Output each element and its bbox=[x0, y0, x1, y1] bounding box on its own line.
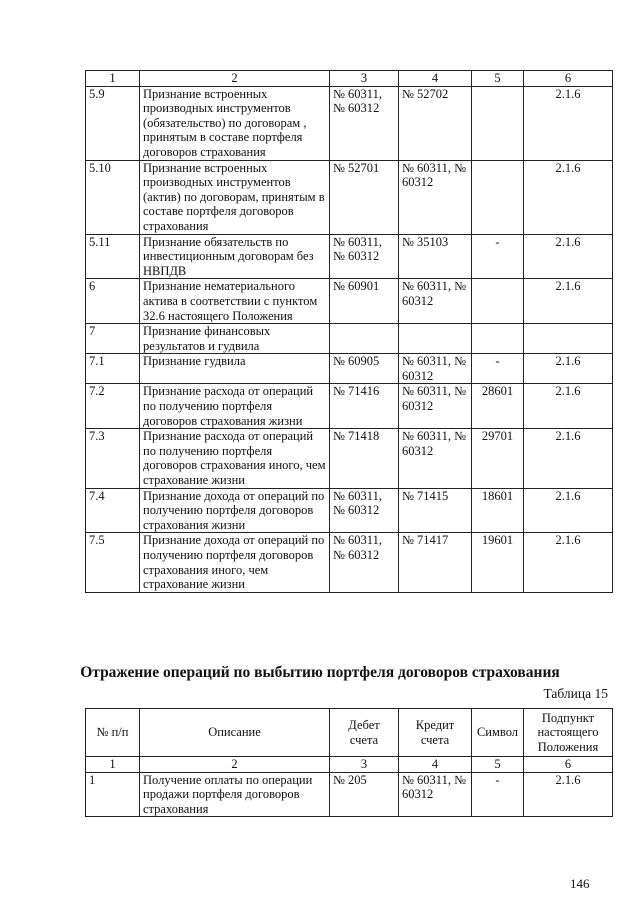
table-row bbox=[86, 279, 613, 324]
credit-cell: № 60311, № 60312 bbox=[399, 772, 472, 817]
description-cell: Признание расхода от операций по получению портфеля договоров страхования жизни bbox=[140, 384, 330, 429]
description-cell: Получение оплаты по операции продажи портфеля договоров страхования bbox=[140, 772, 330, 817]
debit-cell: № 52701 bbox=[330, 160, 399, 234]
table-row bbox=[86, 429, 613, 488]
clause-cell: 2.1.6 bbox=[524, 234, 613, 279]
clause-cell: 2.1.6 bbox=[524, 488, 613, 533]
colnum-cell: 6 bbox=[524, 757, 613, 773]
table-row bbox=[86, 533, 613, 592]
table-row bbox=[86, 160, 613, 234]
column-number-row bbox=[86, 71, 613, 87]
clause-cell: 2.1.6 bbox=[524, 384, 613, 429]
page-number: 146 bbox=[570, 876, 590, 891]
symbol-cell: - bbox=[472, 234, 524, 279]
table-row bbox=[86, 86, 613, 160]
header-number: № п/п bbox=[86, 709, 140, 757]
symbol-cell bbox=[472, 160, 524, 234]
description-cell: Признание финансовых результатов и гудвила bbox=[140, 324, 330, 354]
debit-cell: № 60905 bbox=[330, 354, 399, 384]
symbol-cell: 29701 bbox=[472, 429, 524, 488]
clause-cell: 2.1.6 bbox=[524, 772, 613, 817]
clause-cell: 2.1.6 bbox=[524, 354, 613, 384]
symbol-cell: 19601 bbox=[472, 533, 524, 592]
credit-cell: № 60311, № 60312 bbox=[399, 354, 472, 384]
symbol-cell: - bbox=[472, 772, 524, 817]
description-cell: Признание обязательств по инвестиционным договорам без НВПДВ bbox=[140, 234, 330, 279]
table-row bbox=[86, 488, 613, 533]
table-row bbox=[86, 234, 613, 279]
row-number-cell: 1 bbox=[86, 772, 140, 817]
symbol-cell bbox=[472, 324, 524, 354]
debit-cell: № 60901 bbox=[330, 279, 399, 324]
debit-cell: № 71416 bbox=[330, 384, 399, 429]
row-number-cell: 6 bbox=[86, 279, 140, 324]
table-row bbox=[86, 384, 613, 429]
colnum-cell: 4 bbox=[399, 757, 472, 773]
credit-cell: № 52702 bbox=[399, 86, 472, 160]
debit-cell: № 60311, № 60312 bbox=[330, 533, 399, 592]
row-number-cell: 7 bbox=[86, 324, 140, 354]
column-number-row bbox=[86, 757, 613, 773]
description-cell: Признание дохода от операций по получению портфеля договоров страхования жизни bbox=[140, 488, 330, 533]
header-clause: Подпункт настоящего Положения bbox=[524, 709, 613, 757]
symbol-cell bbox=[472, 86, 524, 160]
row-number-cell: 7.1 bbox=[86, 354, 140, 384]
table-row bbox=[86, 324, 613, 354]
credit-cell: № 60311, № 60312 bbox=[399, 384, 472, 429]
table-row bbox=[86, 354, 613, 384]
accounting-table-continued bbox=[85, 70, 613, 593]
row-number-cell: 7.2 bbox=[86, 384, 140, 429]
section-title: Отражение операций по выбытию портфеля договоров страхования bbox=[80, 664, 560, 681]
header-row bbox=[86, 709, 613, 757]
debit-cell: № 71418 bbox=[330, 429, 399, 488]
credit-cell: № 71417 bbox=[399, 533, 472, 592]
row-number-cell: 7.5 bbox=[86, 533, 140, 592]
description-cell: Признание встроенных производных инструментов (актив) по договорам, принятым в составе портфеля договоров страхования bbox=[140, 160, 330, 234]
row-number-cell: 7.4 bbox=[86, 488, 140, 533]
clause-cell: 2.1.6 bbox=[524, 86, 613, 160]
clause-cell: 2.1.6 bbox=[524, 429, 613, 488]
clause-cell: 2.1.6 bbox=[524, 279, 613, 324]
credit-cell bbox=[399, 324, 472, 354]
debit-cell bbox=[330, 324, 399, 354]
clause-cell: 2.1.6 bbox=[524, 533, 613, 592]
clause-cell bbox=[524, 324, 613, 354]
credit-cell: № 60311, № 60312 bbox=[399, 160, 472, 234]
colnum-cell: 2 bbox=[140, 71, 330, 87]
symbol-cell: 18601 bbox=[472, 488, 524, 533]
header-symbol: Символ bbox=[472, 709, 524, 757]
debit-cell: № 60311, № 60312 bbox=[330, 488, 399, 533]
credit-cell: № 71415 bbox=[399, 488, 472, 533]
colnum-cell: 6 bbox=[524, 71, 613, 87]
clause-cell: 2.1.6 bbox=[524, 160, 613, 234]
colnum-cell: 3 bbox=[330, 757, 399, 773]
credit-cell: № 60311, № 60312 bbox=[399, 429, 472, 488]
row-number-cell: 5.9 bbox=[86, 86, 140, 160]
credit-cell: № 60311, № 60312 bbox=[399, 279, 472, 324]
description-cell: Признание расхода от операций по получению портфеля договоров страхования иного, чем страхование жизни bbox=[140, 429, 330, 488]
colnum-cell: 1 bbox=[86, 71, 140, 87]
colnum-cell: 3 bbox=[330, 71, 399, 87]
credit-cell: № 35103 bbox=[399, 234, 472, 279]
debit-cell: № 60311, № 60312 bbox=[330, 234, 399, 279]
debit-cell: № 60311, № 60312 bbox=[330, 86, 399, 160]
row-number-cell: 5.11 bbox=[86, 234, 140, 279]
description-cell: Признание встроенных производных инструментов (обязательство) по договорам , принятым в составе портфеля договоров страхования bbox=[140, 86, 330, 160]
header-debit: Дебет счета bbox=[330, 709, 399, 757]
symbol-cell bbox=[472, 279, 524, 324]
table-label: Таблица 15 bbox=[543, 686, 608, 701]
description-cell: Признание нематериального актива в соответствии с пунктом 32.6 настоящего Положения bbox=[140, 279, 330, 324]
description-cell: Признание гудвила bbox=[140, 354, 330, 384]
colnum-cell: 2 bbox=[140, 757, 330, 773]
debit-cell: № 205 bbox=[330, 772, 399, 817]
header-description: Описание bbox=[140, 709, 330, 757]
colnum-cell: 4 bbox=[399, 71, 472, 87]
colnum-cell: 1 bbox=[86, 757, 140, 773]
row-number-cell: 7.3 bbox=[86, 429, 140, 488]
row-number-cell: 5.10 bbox=[86, 160, 140, 234]
header-credit: Кредит счета bbox=[399, 709, 472, 757]
description-cell: Признание дохода от операций по получению портфеля договоров страхования иного, чем страхование жизни bbox=[140, 533, 330, 592]
symbol-cell: - bbox=[472, 354, 524, 384]
colnum-cell: 5 bbox=[472, 71, 524, 87]
symbol-cell: 28601 bbox=[472, 384, 524, 429]
colnum-cell: 5 bbox=[472, 757, 524, 773]
disposal-operations-table bbox=[85, 708, 613, 817]
table-row bbox=[86, 772, 613, 817]
